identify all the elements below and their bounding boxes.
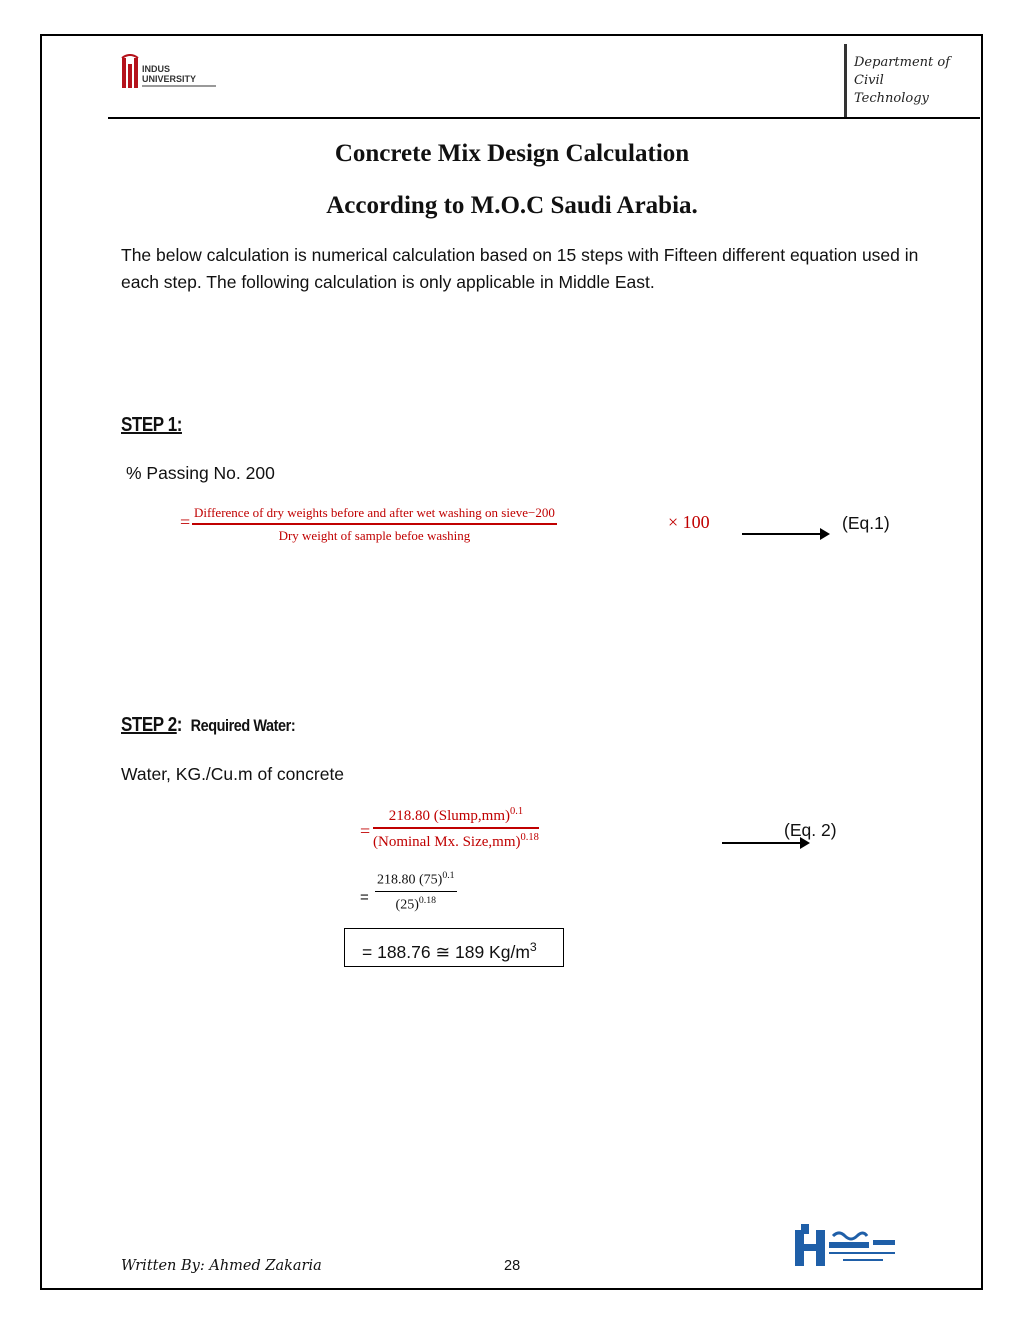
header-rule bbox=[108, 117, 980, 119]
eq2-fraction: 218.80 (Slump,mm)$^{0.1}$ (Nominal Mx. Size,mm)$^{0.18}$ bbox=[373, 806, 539, 850]
eq1-denominator: Dry weight of sample befoe washing bbox=[278, 527, 471, 543]
dept-line-2: Civil bbox=[854, 73, 884, 88]
step2-label: Water, KG./Cu.m of concrete bbox=[121, 764, 345, 784]
eq1-fraction bbox=[192, 505, 557, 544]
page-border bbox=[40, 34, 983, 1290]
eq2-label: (Eq. 2) bbox=[784, 820, 837, 840]
eq2-sub-denominator: (25) bbox=[395, 897, 419, 913]
department-label bbox=[854, 54, 950, 108]
header-divider bbox=[844, 44, 847, 118]
eq1-arrow bbox=[742, 533, 828, 535]
step1-label: % Passing No. 200 bbox=[126, 463, 275, 483]
footer-author: Written By: Ahmed Zakaria bbox=[121, 1258, 322, 1274]
eq1-multiplier: × 100 bbox=[668, 512, 710, 532]
eq2-substituted-fraction: 218.80 $(75)^{0.1}$ $(25)^{0.18}$ bbox=[377, 870, 455, 913]
eq2-sub-numerator: 218.80 (75) bbox=[377, 872, 443, 888]
page-title: Concrete Mix Design Calculation bbox=[334, 140, 690, 167]
indus-university-logo bbox=[120, 54, 220, 94]
eq2-arrow bbox=[722, 842, 808, 844]
eq2-result: = 188.76 ≅ 189 $Kg/m^3$ bbox=[362, 940, 537, 962]
page-number: 28 bbox=[504, 1258, 521, 1274]
step2-subheading: Required Water: bbox=[190, 716, 296, 735]
eq2-denominator: (Nominal Mx. Size,mm) bbox=[373, 833, 521, 850]
intro-paragraph: The below calculation is numerical calculation based on 15 steps with Fifteen different equation used in each step. The following calculation is only applicable in Middle East. bbox=[121, 245, 919, 292]
step2-heading: STEP 2: Required Water: bbox=[121, 714, 296, 736]
company-logo bbox=[793, 1222, 905, 1272]
logo-text-1: INDUS bbox=[142, 64, 171, 74]
eq1-numerator: Difference of dry weights before and after wet washing on sieve−200 bbox=[194, 505, 555, 520]
dept-line-1: Department of bbox=[854, 55, 951, 70]
logo-text-2: UNIVERSITY bbox=[142, 74, 197, 84]
step1-heading: STEP 1: bbox=[121, 414, 182, 436]
dept-line-3: Technology bbox=[854, 91, 929, 106]
eq2-numerator: 218.80 (Slump,mm) bbox=[388, 808, 510, 824]
page-subtitle: According to M.O.C Saudi Arabia. bbox=[326, 192, 698, 219]
eq1-label: (Eq.1) bbox=[842, 513, 890, 533]
